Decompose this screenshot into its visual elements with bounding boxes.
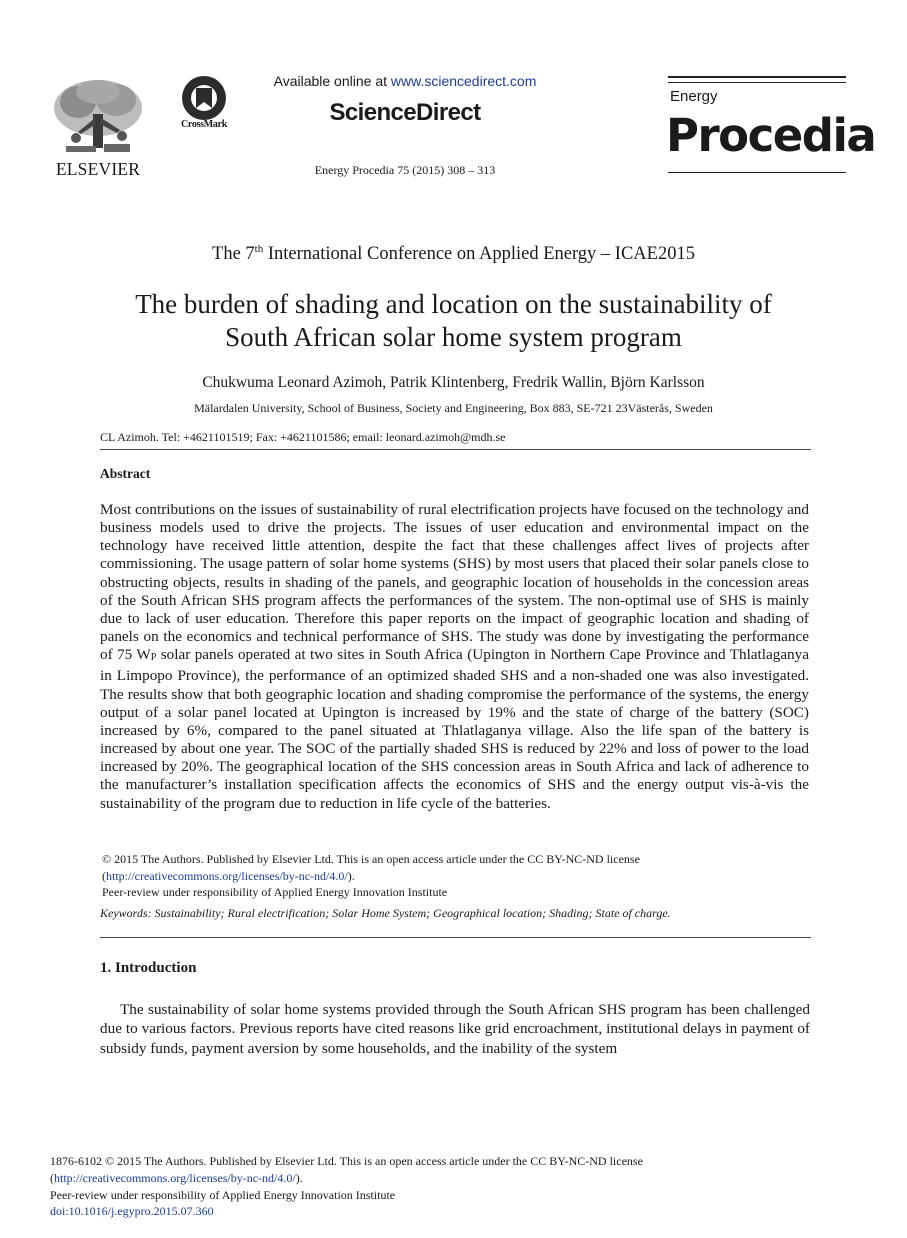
available-online-line	[230, 73, 580, 89]
publisher-name: ELSEVIER	[55, 159, 141, 179]
journal-reference: Energy Procedia 75 (2015) 308 – 313	[314, 163, 496, 177]
footer-license-link[interactable]: http://creativecommons.org/licenses/by-nc-nd/4.0/	[54, 1170, 296, 1185]
footer-peer-review: Peer-review under responsibility of Applied Energy Innovation Institute	[50, 1187, 396, 1202]
paren-open: (	[102, 869, 106, 883]
author-affiliation: Mälardalen University, School of Business, Society and Engineering, Box 883, SE-721 23Västerås, Sweden	[194, 401, 713, 415]
paren-close: ).	[347, 869, 355, 883]
introduction-body: The sustainability of solar home systems provided through the South African SHS program has been challenged due to various factors. Previous reports have cited reasons like grid encroachment, institutional delays in payment of subsidy funds, payment aversion by some households, and the inability of the system	[100, 1001, 810, 1057]
paren-close: ).	[295, 1170, 303, 1185]
peer-review-notice: Peer-review under responsibility of Applied Energy Innovation Institute	[102, 885, 448, 899]
sciencedirect-link[interactable]: www.sciencedirect.com	[390, 73, 537, 89]
footer-copyright: 1876-6102 © 2015 The Authors. Published by Elsevier Ltd. This is an open access article under the CC BY-NC-ND license	[50, 1154, 643, 1168]
abstract-text-part1: Most contributions on the issues of sustainability of rural electrification projects have focused on the technology and business models used to drive the projects. The issues of user education and environmental impact on the technology have received little attention, despite the fact that these challenges affect lives of projects after commissioning. The usage pattern of solar home systems (SHS) by most users that placed their solar panels close to obstructing objects, results in shading of the panels, and geographic location of households in the concession areas of the South African SHS program affects the performances of the system. The non-optimal use of SHS is mainly due to lack of user education. Therefore this paper reports on the impact of geographic location and shading of panels on the economics and technical performance of SHS. The study was done by investigating the performance of 75 W	[100, 501, 809, 664]
conference-name	[0, 243, 907, 265]
copyright-line: © 2015 The Authors. Published by Elsevier Ltd. This is an open access article under the CC BY-NC-ND license	[102, 852, 640, 866]
section-divider	[100, 937, 811, 938]
conference-ordinal: th	[254, 243, 264, 255]
abstract-body	[100, 501, 809, 813]
journal-logo-rule	[668, 172, 846, 173]
paper-title-line: South African solar home system program	[225, 322, 682, 352]
sciencedirect-logo: ScienceDirect	[329, 99, 481, 126]
corresponding-author-contact: CL Azimoh. Tel: +4621101519; Fax: +4621101586; email: leonard.azimoh@mdh.se	[100, 430, 506, 444]
journal-logo-rule	[668, 82, 846, 83]
conference-prefix: The 7	[212, 244, 255, 265]
journal-logo-subtitle: Energy	[670, 88, 718, 105]
footer-license-line	[50, 1170, 810, 1187]
introduction-heading: 1. Introduction	[100, 960, 197, 976]
abstract-subscript: P	[150, 652, 157, 664]
license-url-line	[102, 868, 640, 885]
journal-logo-title: Procedia	[666, 109, 876, 162]
paper-title	[60, 288, 847, 354]
paper-title-line: The burden of shading and location on the sustainability of	[135, 289, 772, 319]
author-list: Chukwuma Leonard Azimoh, Patrik Klintenberg, Fredrik Wallin, Björn Karlsson	[202, 374, 705, 391]
journal-logo-rule	[668, 76, 846, 78]
copyright-notice	[102, 851, 640, 885]
keywords: Keywords: Sustainability; Rural electrification; Solar Home System; Geographical location; Shading; State of charge.	[100, 906, 671, 920]
abstract-heading: Abstract	[100, 466, 151, 481]
conference-rest: International Conference on Applied Energy – ICAE2015	[263, 244, 695, 265]
paren-open: (	[50, 1170, 54, 1185]
abstract-text-part2: solar panels operated at two sites in South Africa (Upington in Northern Cape Province and Thlatlaganya in Limpopo Province), the performance of an optimized shaded SHS and a non-shaded one was also investigated. The results show that both geographic location and shading compromise the performance of the systems, the energy output of a solar panel located at Upington is increased by 19% and the state of charge of the battery (SOC) increased by 6%, compared to the panel situated at Thlatlaganya village. Also the life span of the battery is increased by about one year. The SOC of the partially shaded SHS is reduced by 22% and loss of power to the load increased by 20%. The geographical location of the SHS concession areas in South Africa and lack of adherence to the manufacturer’s installation specification affects the economics of SHS and the energy output vis-à-vis the sustainability of the program due to reduction in life cycle of the batteries.	[100, 646, 809, 812]
section-divider	[100, 449, 811, 450]
page-footer	[50, 1153, 810, 1220]
crossmark-label: CrossMark	[180, 119, 227, 130]
license-link[interactable]: http://creativecommons.org/licenses/by-nc-nd/4.0/	[106, 869, 348, 883]
available-online-text: Available online at	[273, 73, 391, 89]
doi-link[interactable]: doi:10.1016/j.egypro.2015.07.360	[50, 1204, 214, 1219]
